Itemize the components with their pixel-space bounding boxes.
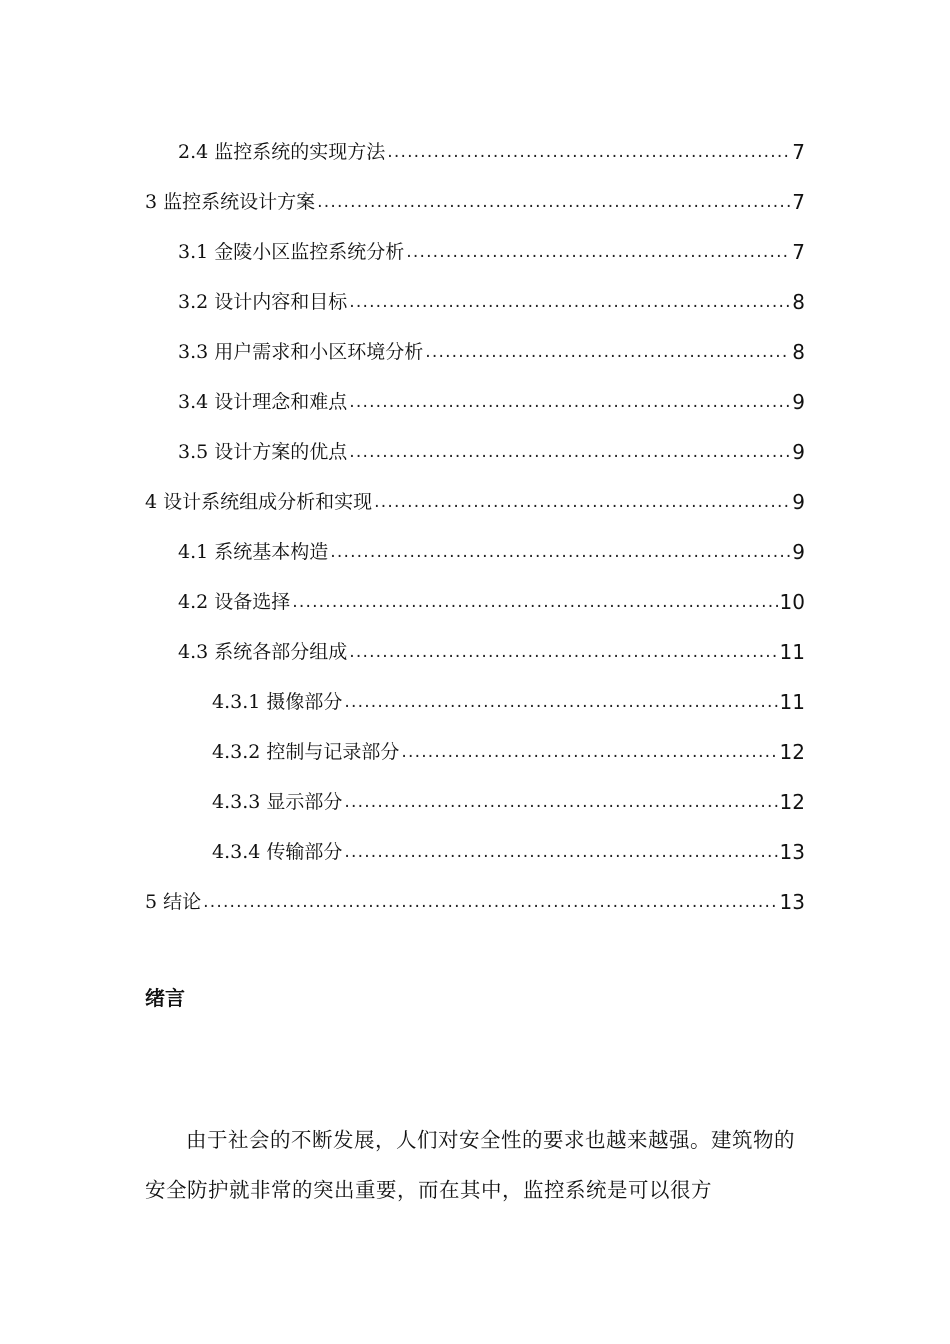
toc-entry[interactable] [145,886,805,918]
toc-entry-label: 3.5 设计方案的优点 [178,441,348,463]
toc-entry-label: 4.3.3 显示部分 [212,791,343,813]
toc-page-number: 9 [792,440,805,464]
toc-page-number: 11 [779,690,805,714]
toc-entry[interactable] [145,486,805,518]
toc-dot-leader [401,736,777,768]
toc-entry-label: 4 设计系统组成分析和实现 [145,491,373,513]
toc-page-number: 9 [792,490,805,514]
toc-entry-label: 3.2 设计内容和目标 [178,291,348,313]
toc-entry[interactable] [178,436,805,468]
toc-dot-leader [406,236,790,268]
toc-page-number: 7 [792,190,805,214]
toc-dot-leader [344,836,777,868]
toc-dot-leader [387,136,790,168]
toc-page-number: 7 [792,140,805,164]
toc-entry[interactable] [178,136,805,168]
toc-entry[interactable] [145,186,805,218]
body-paragraph: 由于社会的不断发展，人们对安全性的要求也越来越强。建筑物的安全防护就非常的突出重要，而在其中，监控系统是可以很方 [145,1127,795,1202]
toc-entry[interactable] [178,336,805,368]
toc-entry-label: 4.1 系统基本构造 [178,541,329,563]
toc-page-number: 13 [779,890,805,914]
toc-entry-label: 2.4 监控系统的实现方法 [178,141,386,163]
toc-dot-leader [292,586,777,618]
toc-entry-label: 5 结论 [145,891,202,913]
toc-entry[interactable] [212,736,805,768]
toc-entry-label: 3.3 用户需求和小区环境分析 [178,341,424,363]
toc-entry-label: 3 监控系统设计方案 [145,191,316,213]
toc-page-number: 9 [792,390,805,414]
toc-page-number: 11 [779,640,805,664]
toc-entry-label: 4.2 设备选择 [178,591,291,613]
toc-entry[interactable] [212,836,805,868]
toc-dot-leader [349,286,790,318]
toc-entry[interactable] [178,386,805,418]
toc-dot-leader [317,186,790,218]
toc-entry-label: 4.3.2 控制与记录部分 [212,741,400,763]
toc-entry-label: 3.1 金陵小区监控系统分析 [178,241,405,263]
toc-entry[interactable] [178,586,805,618]
toc-dot-leader [349,436,790,468]
toc-entry[interactable] [178,536,805,568]
toc-page-number: 8 [792,290,805,314]
toc-page-number: 13 [779,840,805,864]
section-heading: 绪言 [145,986,185,1010]
toc-page-number: 12 [779,740,805,764]
toc-dot-leader [203,886,777,918]
toc-page-number: 10 [779,590,805,614]
toc-entry-label: 3.4 设计理念和难点 [178,391,348,413]
toc-dot-leader [425,336,790,368]
toc-page-number: 7 [792,240,805,264]
toc-dot-leader [330,536,790,568]
toc-entry-label: 4.3.4 传输部分 [212,841,343,863]
toc-entry[interactable] [178,236,805,268]
toc-dot-leader [349,386,790,418]
toc-dot-leader [349,636,777,668]
toc-entry-label: 4.3 系统各部分组成 [178,641,348,663]
toc-page-number: 9 [792,540,805,564]
toc-dot-leader [374,486,790,518]
toc-dot-leader [344,686,777,718]
toc-entry[interactable] [212,686,805,718]
toc-entry-label: 4.3.1 摄像部分 [212,691,343,713]
toc-dot-leader [344,786,777,818]
toc-page-number: 12 [779,790,805,814]
toc-entry[interactable] [178,286,805,318]
toc-entry[interactable] [178,636,805,668]
toc-page-number: 8 [792,340,805,364]
toc-entry[interactable] [212,786,805,818]
